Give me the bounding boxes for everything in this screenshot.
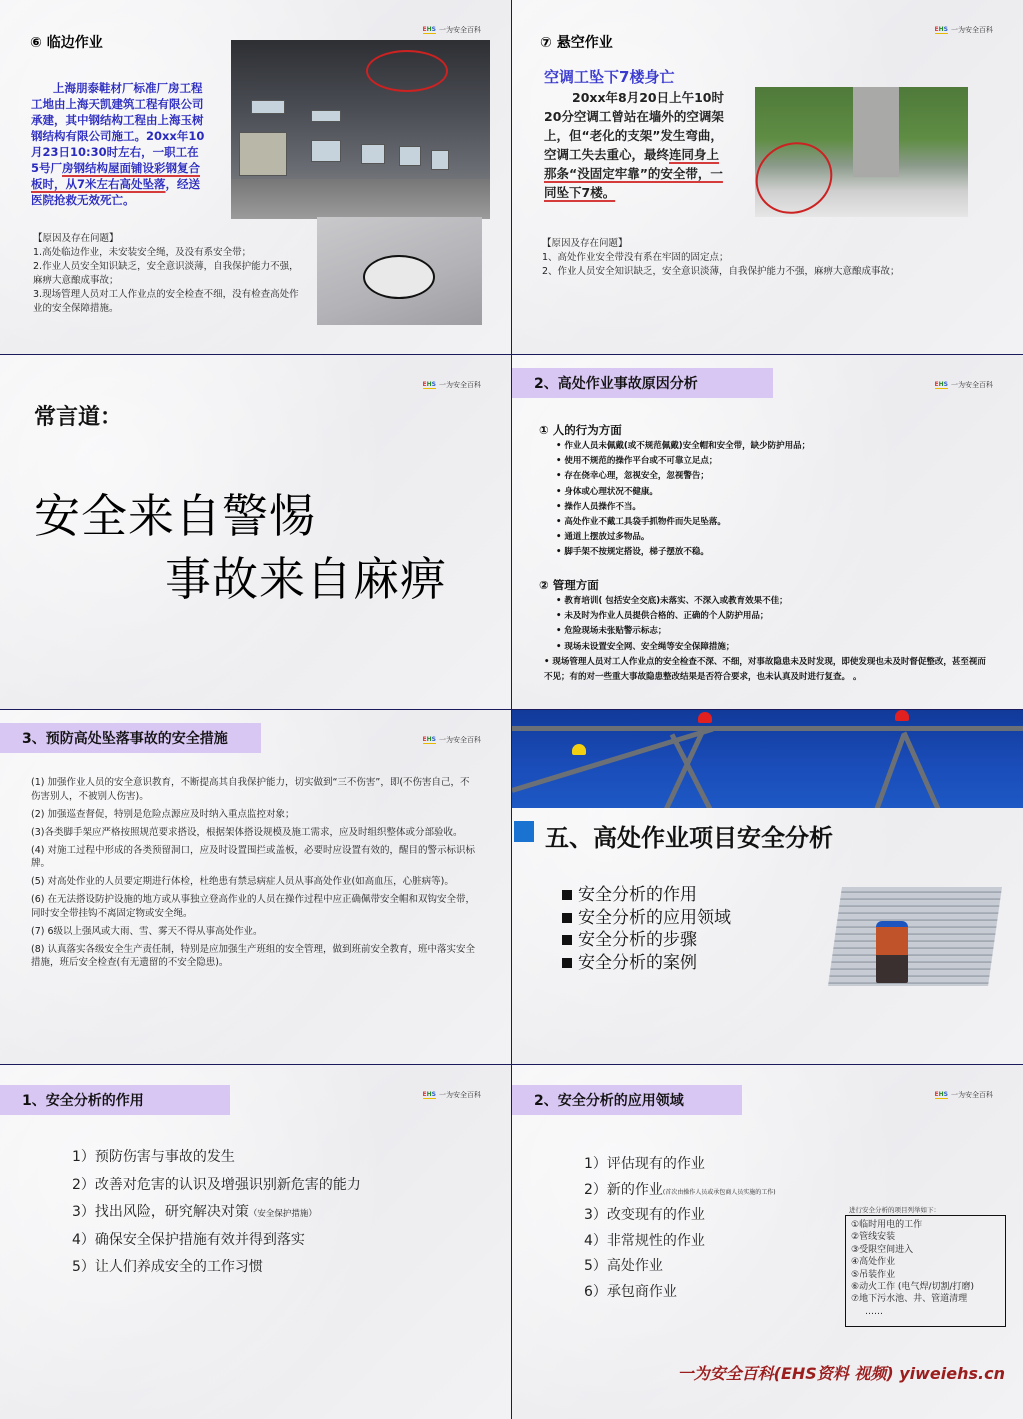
list-item: • 通道上摆放过多物品。 [556,532,650,543]
logo-text: 一为安全百科 [951,26,993,34]
list-item: (3)各类脚手架应严格按照规范要求搭设，根据架体搭设规模及施工需求，应及时组织整体或分部验收。 [31,826,463,838]
logo-text: 一为安全百科 [951,1091,993,1099]
list-item: 2）改善对危害的认识及增强识别新危害的能力 [72,1176,361,1193]
menu-item-steps[interactable]: 安全分析的步骤 [562,929,731,952]
slogan-line-2: 事故来自麻痹 [165,552,447,606]
square-bullet-icon [562,935,572,945]
ehs-logo [423,735,481,745]
list-item: (2) 加强巡查督促，特别是危险点源应及时纳入重点监控对象； [31,808,295,820]
section-menu [562,884,731,974]
project-example-box [845,1215,1006,1327]
list-item: (1) 加强作业人员的安全意识教育，不断提高其自我保护能力，切实做到“三不伤害”，即(不伤害自己，不伤害别人，不被别人伤害)。 [31,777,470,802]
measure-list [31,776,479,974]
highlighted-text: 连同身上那条“没固定牢靠”的安全带，一同坠下7楼。 [544,147,723,200]
list-item: 2）新的作业(首次由操作人员或承包商人员实施的工作) [584,1181,776,1198]
list-item: ⑦地下污水池、井、管道清理 [851,1294,968,1305]
list-item: ②管线安装 [851,1232,896,1243]
ehs-logo-icon: EHS [934,1091,948,1098]
menu-item-cases[interactable]: 安全分析的案例 [562,952,731,975]
section-human-behavior: ① 人的行为方面 [539,423,622,437]
list-item: 6）承包商作业 [584,1283,677,1300]
list-item: 4）非常规性的作业 [584,1232,705,1249]
list-item: • 存在侥幸心理，忽视安全，忽视警告； [556,471,709,482]
role-list [72,1145,361,1283]
list-item: …… [865,1306,883,1317]
list-item: ①临时用电的工作 [851,1220,923,1230]
list-item: • 危险现场未张贴警示标志； [556,626,667,637]
list-item: 1）预防伤害与事故的发生 [72,1149,235,1165]
slide-application-areas[interactable] [512,1065,1023,1419]
square-bullet-icon [562,890,572,900]
case-story: 上海朋泰鞋材厂标准厂房工程工地由上海天凯建筑工程有限公司承建，其中钢结构工程由上海玉树钢结构有限公司施工。20xx年10月23日10:30时左右，一职工在5号厂房钢结构屋面铺设彩钢复合板时，从7米左右高处坠落，经送医院抢救无效死亡。 [31,81,205,207]
slide-section-five[interactable] [512,710,1023,1064]
ehs-logo-icon: EHS [934,26,948,33]
section-title: 五、高处作业项目安全分析 [545,824,833,852]
ehs-logo [423,380,481,390]
ehs-logo-icon: EHS [422,26,436,33]
list-item: • 脚手架不按规定搭设，梯子摆放不稳。 [556,547,709,558]
ehs-logo [423,25,481,35]
square-bullet-icon [562,913,572,923]
list-item: 3）找出风险，研究解决对策（安全保护措施） [72,1204,317,1220]
logo-text: 一为安全百科 [439,736,481,744]
list-item: 3）改变现有的作业 [584,1207,705,1224]
list-item: • 教育培训( 包括安全交底)未落实、不深入或教育效果不佳； [556,596,788,606]
list-item: 5）让人们养成安全的工作习惯 [72,1259,263,1275]
logo-text: 一为安全百科 [439,381,481,389]
menu-item-application[interactable]: 安全分析的应用领域 [562,907,731,930]
logo-text: 一为安全百科 [951,381,993,389]
list-item: • 身体或心理状况不健康。 [556,486,658,497]
impact-circle-marker [363,255,435,299]
slide-edge-work[interactable] [0,0,511,354]
aerial-building-photo [755,87,968,217]
section-header: 3、预防高处坠落事故的安全措施 [0,723,261,753]
slide-suspended-work[interactable] [512,0,1023,354]
human-behavior-list [556,439,810,561]
grid-divider-horizontal [0,354,1023,355]
list-item: 4）确保安全保护措施有效并得到落实 [72,1231,305,1248]
ehs-logo-icon: EHS [422,1091,436,1098]
list-item: ⑥动火工作 (电气焊/切割/打磨) [851,1282,975,1293]
case-headline: 空调工坠下7楼身亡 [544,68,675,86]
slide-cause-analysis[interactable] [512,355,1023,709]
section-header: 1、安全分析的作用 [0,1085,230,1115]
list-item: ③受限空间进入 [851,1244,914,1255]
slide-saying[interactable] [0,355,511,709]
section-header: 2、安全分析的应用领域 [512,1085,742,1115]
slide-title: ⑥ 临边作业 [30,35,103,51]
accent-square-icon [514,821,534,842]
cause-list: 【原因及存在问题】 1、高处作业安全带没有系在牢固的固定点； 2、作业人员安全知识缺乏，安全意识淡薄，自我保护能力不强，麻痹大意酿成事故； [542,238,900,277]
ehs-logo-icon: EHS [422,736,436,743]
grid-divider-horizontal [0,1064,1023,1065]
steelwork-banner-photo [512,710,1023,808]
ehs-logo [935,1090,993,1100]
case-story: 20xx年8月20日上午10时20分空调工曾站在墙外的空调架上，但“老化的支架”发生弯曲，空调工失去重心，最终连同身上那条“没固定牢靠”的安全带，一同坠下7楼。 [544,90,725,200]
management-list [544,594,986,685]
logo-text: 一为安全百科 [439,26,481,34]
menu-item-role[interactable]: 安全分析的作用 [562,884,731,907]
square-bullet-icon [562,958,572,968]
section-header: 2、高处作业事故原因分析 [512,368,773,398]
list-item: ⑤吊装作业 [851,1269,896,1280]
ehs-logo [935,25,993,35]
list-item: 5）高处作业 [584,1258,663,1275]
slide-title: ⑦ 悬空作业 [540,35,613,51]
list-item: • 高处作业不戴工具袋手抓物件而失足坠落。 [556,517,726,528]
ehs-logo-icon: EHS [422,381,436,388]
list-item: • 操作人员操作不当。 [556,501,641,512]
ehs-logo [423,1090,481,1100]
list-item: (4) 对施工过程中形成的各类预留洞口，应及时设置围拦或盖板，必要时应设置有效的，醒目的警示标识标牌。 [31,844,475,869]
list-item: 1）评估现有的作业 [584,1156,705,1172]
grid-divider-horizontal [0,709,1023,710]
list-item: • 作业人员未佩戴(或不规范佩戴)安全帽和安全带，缺少防护用品； [556,441,811,451]
project-box-label: 进行安全分析的项目列举如下： [849,1206,940,1214]
list-item: (6) 在无法搭设防护设施的地方或从事独立登高作业的人员在操作过程中应正确佩带安全帽和双钩安全带，同时安全带挂钩不离固定物或安全绳。 [31,894,475,919]
list-item: (5) 对高处作业的人员要定期进行体检，杜绝患有禁忌病症人员从事高处作业(如高血压，心脏病等)。 [31,876,454,887]
site-footer-link[interactable]: 一为安全百科(EHS资料 视频) yiweiehs.cn [677,1364,1005,1383]
list-item: (7) 6级以上强风或大雨、雪、雾天不得从事高处作业。 [31,925,263,937]
ehs-logo [935,380,993,390]
floor-impact-photo [317,217,482,325]
list-item: • 现场未设置安全网、安全绳等安全保障措施； [556,641,735,652]
hazard-circle-marker [744,130,844,226]
section-management: ② 管理方面 [539,578,599,592]
worker-on-wall-photo [828,887,1002,986]
slide-prevention-measures[interactable] [0,710,511,1064]
cause-list: 【原因及存在问题】 1.高处临边作业，未安装安全绳，及没有系安全带； 2.作业人员安全知识缺乏，安全意识淡薄，自我保护能力不强，麻痹大意酿成事故； 3.现场管理人员对工人作业点的安全检查不细，没有检查高处作业的安全保障措施。 [33,233,299,314]
list-item: ④高处作业 [851,1257,896,1268]
list-item: • 使用不规范的操作平台或不可靠立足点； [556,456,718,467]
list-item: • 未及时为作业人员提供合格的、正确的个人防护用品； [556,611,769,622]
slogan-line-1: 安全来自警惕 [34,489,316,543]
list-item: (8) 认真落实各级安全生产责任制，特别是应加强生产班组的安全管理，做到班前安全教育，班中落实安全措施，班后安全检查(有无遗留的不安全隐患)。 [31,943,475,968]
hazard-circle-marker [366,50,448,92]
list-item: • 现场管理人员对工人作业点的安全检查不深、不细，对事故隐患未及时发现，即使发现也未及时督促整改，甚至视而不见；有的对一些重大事故隐患整改结果是否符合要求，也未认真及时进行复查。 。 [544,656,986,683]
highlighted-text: 房钢结构屋面铺设彩钢复合板时，从7米左右高处坠落 [31,161,201,191]
logo-text: 一为安全百科 [439,1091,481,1099]
slide-analysis-role[interactable] [0,1065,511,1419]
factory-interior-photo [231,40,490,219]
application-list [584,1153,776,1307]
saying-label: 常言道： [34,405,123,430]
ehs-logo-icon: EHS [934,381,948,388]
